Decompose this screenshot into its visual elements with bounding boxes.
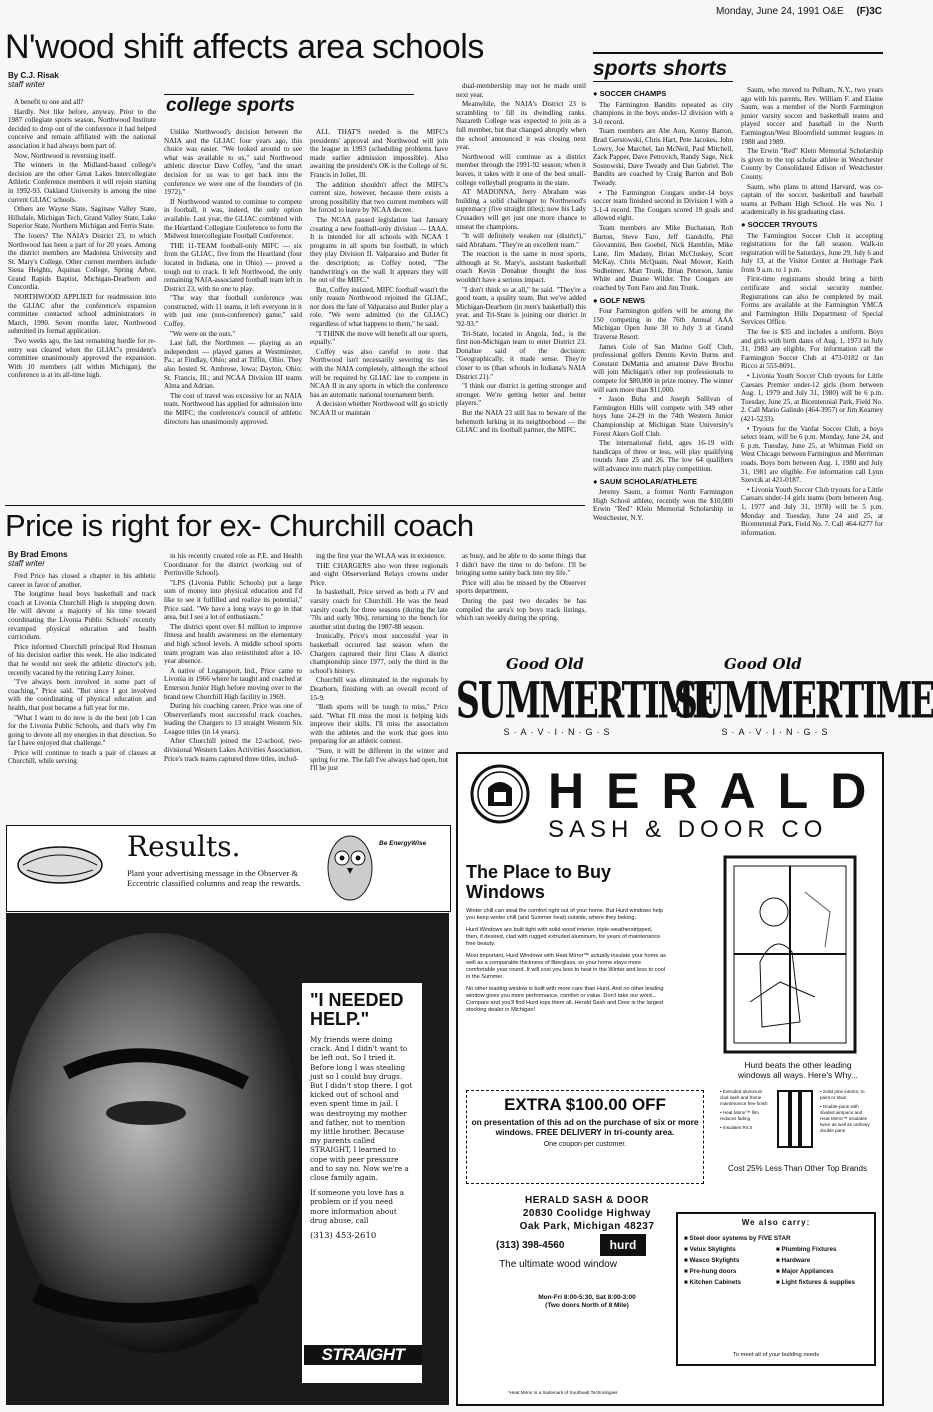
- window-section-icon: [770, 1089, 820, 1149]
- herald-sash-door-ad: [456, 752, 889, 1406]
- story1-paragraph: A decision whether Northwood will go strictly NCAA II or maintain: [310, 400, 449, 417]
- story2-paragraph: After Churchill joined the 12-school, two-divisional Western Lakes Activities Association, Price's track teams captured three titles, includ-: [164, 737, 302, 763]
- story1-paragraph: Last fall, the Northmen — playing as an independent — played games at Westminster, Pa.; at Findlay, Ohio; and at Tiffin, Ohio. They also hosted St. Ambrose, Iowa; Dayton, Ohio; St. Francis, Ill.; and NCAA Division III teams Alma and Adrian.: [164, 339, 302, 391]
- story1-paragraph: NORTHWOOD APPLIED for readmission into the GLIAC after the conference's expansion committee contacted school administrators in March, 1990. Seven months later, Northwood submitted its formal application.: [8, 293, 156, 336]
- summertime-main-left: SUMMERTIME: [456, 671, 716, 730]
- carry-row: [684, 1233, 868, 1244]
- features-left: [720, 1089, 770, 1134]
- summertime-sub-right: S·A·V·I·N·G·S: [721, 727, 832, 737]
- summertime-logo-left: [456, 655, 716, 747]
- story2-paragraph: THE CHARGERS also won three regionals and eight Observerland Relays crowns under Price.: [310, 561, 448, 587]
- college-sports-banner: [164, 94, 414, 117]
- story2-paragraph: The longtime head boys basketball and track coach at Livonia Churchill High is stepping down. He will devote a majority of his time toward coordinating the Livonia Public Schools' recently revamped physical education and health curriculum.: [8, 590, 156, 642]
- straight-logo: STRAIGHT: [304, 1345, 422, 1365]
- window-feature: • Solid pine interior, to paint or stain: [820, 1089, 865, 1100]
- story1-paragraph: Now, Northwood is reversing itself.: [14, 151, 116, 160]
- coupon-box: [466, 1090, 704, 1184]
- results-title: Results.: [127, 830, 241, 863]
- address-line-1: HERALD SASH & DOOR: [524, 1195, 649, 1206]
- story1-paragraph: THE 11-TEAM football-only MIFC — six from the GLIAC, five from the Heartland (four located in Indiana, one in Ohio) — proved a tough nut to crack. It left Northwood, the only remaining NAIA-associated football team left in District 23, with no one to play.: [164, 241, 302, 293]
- hours-line-1: Mon-Fri 8:00-5:30, Sat 8:00-3:00: [538, 1294, 636, 1301]
- shorts-paragraph: • Livonia Youth Soccer Club tryouts for Little Caesars Premier under-12 girls (born between Aug. 1, 1979 and July 31, 1980) will be 6 p.m. Tuesday, June 25, at Bicentennial Park, Field No. 2. Call Mario Galindo (464-3957) or Jim Kearney (421-5233).: [741, 372, 883, 423]
- carry-box: [676, 1212, 876, 1366]
- shorts-subhead: ● SOCCER TRYOUTS: [741, 219, 818, 229]
- story2-column-3: [310, 552, 448, 822]
- energywise-label: Be EnergyWise: [379, 840, 427, 847]
- story1-column-1: [8, 98, 156, 498]
- address-line-2: 20830 Coolidge Highway: [522, 1208, 652, 1219]
- window-feature: • Extruded aluminum clad sash and frame maintenance free finish: [720, 1089, 768, 1106]
- summertime-logo-right: [674, 655, 933, 747]
- story2-paragraph: During his coaching career, Price was one of Observerland's most successful track coaches, leading the Chargers to 13 straight Western Six League titles (in 14 years).: [164, 702, 302, 736]
- carry-row: [684, 1277, 868, 1288]
- carry-item: ■ Velux Skylights: [684, 1246, 736, 1253]
- herald-paragraph: Winter chill can steal the comfort right out of your home. But Hurd windows help you keep winter chill (and Summer heat) outside, where they belong.: [466, 908, 664, 921]
- carry-item: ■ Major Appliances: [776, 1268, 834, 1275]
- story2-column-2: [164, 552, 302, 822]
- carry-row: [684, 1244, 868, 1255]
- herald-sub: SASH & DOOR CO: [548, 816, 828, 843]
- herald-name: HERALD: [548, 763, 889, 819]
- story1-paragraph: Coffey was also careful to note that Northwood isn't necessarily severing its ties with the NAIA completely, although the school will be required by GLIAC law to compete in NCAA II in any sports in which the conference has an automatic national tournament berth.: [310, 347, 448, 399]
- story2-paragraph: During the past two decades he has compiled the area's top boys track listings, which ran weekly during the spring.: [456, 596, 586, 623]
- sports-shorts-header: [593, 52, 883, 82]
- herald-paragraph: No other leading window is built with more care than Hurd. And no other leading window gives you more performance, comfort or value. Don't take our word... Compare and you'll find Hurd tops them all. Herald Sash and Door is the largest stocking dealer in Michigan!: [466, 986, 664, 1013]
- carry-row: [684, 1266, 868, 1277]
- story1-paragraph: Hardly. Not like before, anyway. Prior to the 1987 collegiate sports season, Northwood Institute decided to drop out of the conference it had helped conceive and remain affiliated with the national association it had always been part of.: [8, 107, 156, 150]
- herald-beats: Hurd beats the other leading windows all ways. Here's Why...: [737, 1060, 859, 1080]
- shorts-paragraph: Saum, who plans to attend Harvard, was co-captain of the soccer, basketball and baseball teams at Pelham High School. He was No. 1 academically in his graduating class.: [741, 182, 883, 217]
- story2-column-1: [8, 572, 156, 822]
- seed-pod-icon: [15, 840, 105, 890]
- story2-paragraph: Price will also be missed by the Observer sports department.: [456, 578, 586, 596]
- window-feature: • Double-pane with divided airspace and Heat Mirror™ insulates twice as well as ordinary double pane: [820, 1104, 870, 1133]
- straight-body-2: If someone you love has a problem or if you need more information about drug abuse, call: [310, 1188, 405, 1225]
- story2-paragraph: "What I want to do now is do the best job I can for the Livonia Public Schools, and that's why I'm going to devote all my energies in that direction. So far I have enjoyed that challenge.": [8, 713, 156, 748]
- coupon-title: EXTRA $100.00 OFF: [504, 1095, 666, 1114]
- herald-address: [482, 1194, 692, 1233]
- carry-item: ■ Pre-hung doors: [684, 1268, 737, 1275]
- herald-paragraph: Most important, Hurd Windows with Heat Mirror™ actually insulate your home as well as a comparable thickness of fiberglass, so your home stays more comfortable year round. It will cost you less to heat in the Winter and less to cool in the Summer.: [466, 953, 666, 980]
- shorts-paragraph: Four Farmington golfers will be among the 150 competing in the 76th Annual AAA Michigan Open June 30 to July 3 at Grand Traverse Resort.: [593, 307, 733, 342]
- story1-column-3: [310, 128, 448, 498]
- shorts-paragraph: The fee is $35 and includes a uniform. Boys and girls with birth dates of Aug. 1, 1973 to July 31, 1983 are eligible. For information call the Farmington Soccer Club at 473-0182 or Jan Ricco at 553-8691.: [741, 328, 883, 371]
- shorts-paragraph: • The Farmington Cougars under-14 boys soccer team finished second in Division I with a 3-1-4 record. The Cougars scored 19 goals and allowed eight.: [593, 188, 733, 223]
- shorts-paragraph: • Livonia Youth Soccer Club tryouts for a Little Caesars under-14 girls teams (born between Aug. 1, 1977 and July 31, 1978) will be 5 p.m. Monday and Tuesday, June 24 and 25, at Bicentennial Park, Field No. 7. Call 464-6277 for information.: [741, 485, 883, 537]
- story1-paragraph: AT MADONNA, Jerry Abraham was building a solid challenger to Northwood's supremacy (five straight titles); now his Lady Crusaders will get just one more chance to unseat the champions.: [456, 188, 586, 231]
- coupon-body: on presentation of this ad on the purchase of six or more windows. FREE DELIVERY in tri-county area.: [471, 1117, 699, 1137]
- straight-headline: "I NEEDED HELP.": [310, 990, 404, 1029]
- story1-paragraph: The NCAA passed legislation last January creating a new football-only division — IAAA. It is intended for all schools with NCAA I programs in all sports but football, in which they play Division II. Valparaiso and Butler fit the description; as Coffey noted, "The handwriting's on the wall. It appears they will be out of the MIFC.": [310, 215, 448, 285]
- features-right: [820, 1089, 870, 1137]
- summertime-top-left: Good Old: [506, 655, 584, 673]
- shorts-paragraph: The Farmington Bandits repeated as city champions in the boys under-12 division with a 3-0 record.: [593, 100, 733, 126]
- shorts-subhead: ● SAUM SCHOLAR/ATHLETE: [593, 476, 697, 486]
- carry-item: ■ Wasco Skylights: [684, 1257, 740, 1264]
- shorts-subhead: ● SOCCER CHAMPS: [593, 89, 667, 98]
- herald-body: [466, 908, 666, 1019]
- folio-date: Monday, June 24, 1991 O&E: [715, 6, 844, 17]
- herald-emblem-icon: [470, 764, 530, 824]
- story1-paragraph: dual-membership may not be made until next year.: [456, 82, 586, 99]
- story1-paragraph: The addition shouldn't affect the MIFC's current size, however, because there exists a strong possibility that two current members will be forced to leave by NCAA decree.: [310, 180, 448, 215]
- story2-paragraph: Price will continue to teach a pair of classes at Churchill, while serving: [8, 748, 156, 766]
- story1-column-2: [164, 128, 302, 498]
- story1-paragraph: "The way that football conference was constructed, with 11 teams, it left everyone in it with just one (non-conference) game," said Coffey.: [164, 294, 302, 329]
- results-body: Plant your advertising message in the Observer & Eccentric classified columns and reap the rewards.: [127, 868, 301, 888]
- sports-shorts-rule: [593, 81, 733, 82]
- window-feature: • Insulates R4.0: [720, 1125, 753, 1130]
- sports-shorts-title: sports shorts: [593, 57, 728, 80]
- shorts-paragraph: Team members are Mike Buchanan, Rob Burton, Steve Faro, Jeff Gandolfo, Phil Giovannini, Ben Goebel, Nick Hamblin, Mike Lane, Jim Madany, Brian McCluskey, Scott McKay, Chris McQuain, Neal Mower, Keith Sudheimer, Matt Trunk, Brian Peterson, Jamie White and Duane Wilder. The Cougars are coached by Tom Faro and Jim Trunk.: [593, 223, 733, 293]
- section-divider: [5, 505, 585, 506]
- story2-paragraph: Price informed Churchill principal Rod Hosman of his decision earlier this week. He also indicated that he would not seek the athletic director's job, recently vacated by the retiring Larry Joiner.: [8, 642, 156, 677]
- carry-item: ■ Kitchen Cabinets: [684, 1279, 741, 1286]
- college-sports-label: college sports: [166, 95, 295, 116]
- shorts-subhead: ● GOLF NEWS: [593, 295, 646, 305]
- straight-panel: [302, 983, 422, 1383]
- story1-paragraph: Northwood will continue as a district member through the 1991-92 season; when it leaves, it takes with it one of the best small-college volleyball programs in the state.: [456, 152, 586, 187]
- carry-item: ■ Hardware: [776, 1257, 811, 1264]
- sports-shorts-column-2: [741, 86, 883, 646]
- hurd-logo: hurd: [600, 1234, 646, 1256]
- story2-paragraph: ing the first year the WLAA was in existence.: [316, 552, 446, 560]
- story1-paragraph: If Northwood wanted to continue to compete in football, it was, indeed, the only option available. Last year, the GLIAC combined with the Heartland Collegiate Conference to form the Midwest Intercollegiate Football Conference.: [164, 197, 302, 241]
- shorts-paragraph: Team members are Abe Aon, Kenny Barton, Brad Gerstowski, Chris Hart, Pete Jacokes, John Lowry, Joe Marchel, Ian McNeil, Paul Mitchell, Zack Papper, Dave Petrovich, Randy Sage, Nick Sosnowski, Dave Tweady and Dan Gabriel. The Bandits are coached by Craig Barton and Bob Tweady.: [593, 127, 733, 187]
- story2-paragraph: "Sure, it will be different in the winter and spring for me. The fall I've always had open, but I'll be just: [310, 747, 448, 773]
- headline-northwood: N'wood shift affects area schools: [5, 28, 484, 66]
- address-line-3: Oak Park, Michigan 48237: [519, 1221, 655, 1232]
- story2-paragraph: The district spent over $1 million to improve fitness and health awareness on the elementary and high school levels. A middle school sports team program was also reinstituted after a 10-year absence.: [164, 622, 302, 666]
- shorts-paragraph: James Cole of San Marino Golf Club, professional golfers Dennis Kevin Burns and Constant DeMattia and amateur Dave Brochu will join Michigan's other top professionals to compete for $80,000 in prize money. The winner will earn more than $11,000.: [593, 342, 733, 394]
- story1-paragraph: Others are Wayne State, Saginaw Valley State, Hillsdale, Michigan Tech, Grand Valley State, Lake Superior State, Northern Michigan and Ferris State.: [8, 205, 156, 231]
- shorts-paragraph: First-time registrants should bring a birth certificate and social security number. Registrations can also be completed by mail. Forms are available at the Farmington YMCA and Farmington Hills Department of Special Services Office.: [741, 275, 883, 327]
- byline-role: staff writer: [8, 79, 45, 89]
- shorts-paragraph: The Farmington Soccer Club is accepting registrations for the fall season. Walk-in registration will be Saturdays, June 29, July 6 and July 13, at the Visitor Center at Heritage Park from 9 a.m. to 1 p.m.: [741, 231, 883, 274]
- story2-paragraph: Churchill was eliminated in the regionals by Dearborn, finishing with an overall record of 15-9.: [310, 676, 448, 702]
- story2-paragraph: "I've always been involved in some part of coaching," Price said. "But since I got involved with the coordinating of physical education and health, that post became a full year for me.: [8, 678, 156, 712]
- straight-phone: (313) 453-2610: [310, 1231, 377, 1242]
- straight-ad: [6, 913, 449, 1405]
- byline2-name: By Brad Emons: [8, 550, 68, 559]
- herald-paragraph: Hurd Windows are built tight with solid wood interior, triple-weatherstripped, then, if desired, clad with rugged extruded aluminum, for years of maintenance free beauty.: [466, 927, 661, 947]
- story2-paragraph: "LPS (Livonia Public Schools) put a large sum of money into physical education and I'd like to see it fulfilled and realize its potential," Price said. "We have a long ways to go in that area, but I see a lot of enthusiasm.": [164, 578, 302, 622]
- sports-shorts-column-1: [593, 86, 733, 616]
- story1-paragraph: Two weeks ago, the last remaining hurdle for re-entry was cleared when the GLIAC's president's committee unanimously approved the expansion. With 10 members (all within Michigan), the conference is at its all-time high.: [8, 337, 156, 380]
- headline-price: Price is right for ex- Churchill coach: [5, 508, 474, 543]
- carry-item: ■ Steel door systems by FIVE STAR: [684, 1235, 791, 1242]
- herald-footnote: *Heat Mirror is a trademark of Southwall Technologies: [508, 1390, 618, 1395]
- herald-phone: (313) 398-4560: [496, 1240, 565, 1251]
- shorts-paragraph: Saum, who moved to Pelham, N.Y., two years ago with his parents, Rev. William F. and Elaine Saum, was a member of the North Farmington junior varsity soccer and basketball teams and played soccer and baseball in the North Farmington/West Bloomfield summer leagues in 1988 and 1989.: [741, 86, 883, 146]
- story1-paragraph: The reaction is the same in most sports, although at St. Mary's, assistant basketball coach Kevin Donahue thought the loss wouldn't have a serious impact.: [456, 250, 586, 285]
- byline-emons: [8, 551, 68, 569]
- story1-paragraph: The losers? The NAIA's District 23, to which Northwood has been a part of for 20 years. Among the district members are Madonna University and St. Mary's College. Other current members include Siena Heights, Aquinas College, Spring Arbor, Grand Rapids Baptist, Michigan-Dearborn and Concordia.: [8, 231, 156, 292]
- hours-line-2: (Two doors North of 8 Mile): [545, 1302, 629, 1309]
- herald-hours: [482, 1294, 692, 1310]
- story2-paragraph: in his recently created role as P.E. and Health Coordinator for the district (working out of Perrinville School).: [164, 552, 302, 578]
- window-illustration: [720, 852, 860, 1057]
- story1-paragraph: The winners in the Midland-based college's decision are the other Great Lakes Intercollegiate Athletic Conference members it will rejoin starting in 1992-93. Oakland University is among the nine current GLIAC schools.: [8, 161, 156, 204]
- shorts-paragraph: The international field, ages 16-19 with handicaps of three or less, will play qualifying rounds June 25 and 26. The low 64 qualifiers will advance into match play competition.: [593, 439, 733, 473]
- story2-paragraph: A native of Logansport, Ind., Price came to Livonia in 1966 where he taught and coached at Emerson Junior High before moving over to the brand new Churchill High facility in 1969.: [164, 666, 302, 701]
- story1-paragraph: But, Coffey insisted, MIFC football wasn't the only reason Northwood rejoined the GLIAC, nor does the fate of Valparaiso and Butler play a role. "We were admitted (to the GLIAC) regardless of what happens to them," he said.: [310, 285, 448, 329]
- results-ad: [6, 825, 451, 912]
- story1-column-4: [456, 82, 586, 498]
- window-cutaway: [720, 1089, 870, 1159]
- carry-item: ■ Plumbing Fixtures: [776, 1246, 837, 1253]
- page-folio: [600, 6, 882, 17]
- folio-page: (F)3C: [856, 6, 882, 17]
- story2-paragraph: Fred Price has closed a chapter in his athletic career in favor of another.: [8, 572, 156, 589]
- carry-list: [678, 1233, 874, 1288]
- story1-paragraph: "I don't think so at all," he said. "They're a good team, a quality team. But we've added Michigan-Dearborn (in men's basketball) this year, and Tri-State is joining our district in '92-93.": [456, 285, 586, 329]
- story2-paragraph: In basketball, Price served as both a JV and varsity coach for Churchill. He was the head varsity coach for three seasons (during the late '70s and early '80s), returning to the bench for another stint during the 1987-88 season.: [310, 588, 448, 631]
- story1-paragraph: Tri-State, located in Angola, Ind., is the first non-Michigan team to enter District 23. Donahue said of the decision: "Geographically, it made sense. They're closer to us (than schools in Indiana's NAIA District 21).": [456, 329, 586, 381]
- story1-paragraph: The cost of travel was excessive for an NAIA team. Northwood has applied for admission into the MIFC; the conference's council of athletic directors has unanimously approved.: [164, 391, 302, 426]
- story1-paragraph: "I THINK the move will benefit all our sports, equally.": [310, 329, 448, 347]
- story1-paragraph: A benefit to one and all?: [14, 98, 84, 106]
- shorts-paragraph: The Erwin "Red" Klein Memorial Scholarship is given to the top scholar athlete in Westchester County by Consolidated Edison of Westchester County.: [741, 147, 883, 181]
- carry-title: We also carry:: [741, 1218, 811, 1227]
- carry-item: ■ Light fixtures & supplies: [776, 1279, 856, 1286]
- carry-row: [684, 1255, 868, 1266]
- window-feature: • Heat Mirror™ film reduces fading: [720, 1110, 759, 1121]
- story1-paragraph: But the NAIA 23 still has to beware of the behemoth lurking in its neighborhood — the GLIAC and its football partner, the MIFC.: [456, 408, 586, 435]
- shorts-paragraph: Jeremy Saum, a former North Farmington High School athlete, recently won the $10,000 Erwin "Red" Klein Memorial Scholarship in Westchester, N.Y.: [593, 488, 733, 522]
- byline-name: By C.J. Risak: [8, 71, 59, 80]
- story2-paragraph: "Both sports will be tough to miss," Price said. "What I'll miss the most is helping kids improve their skills. I'll miss the association with the athletes and the work that goes into preparing for an athletic contest.: [310, 703, 448, 746]
- shorts-paragraph: • Jason Buha and Joseph Sullivan of Farmington Hills will compete with 349 other boys June 24-29 in the 74th Western Junior Championship at Michigan State University's Forest Akers Golf Club.: [593, 395, 733, 438]
- story1-paragraph: Unlike Northwood's decision between the NAIA and the GLIAC four years ago, this choice was easier. "We looked around to see what was available to us," said Northwood athletic director Dave Coffey, "and the smart decision for us was to get back into the conference we were one of the founders of (in 1972).": [164, 128, 302, 197]
- summertime-sub-left: S·A·V·I·N·G·S: [503, 727, 614, 737]
- energy-owl-icon: [325, 830, 375, 904]
- straight-body: My friends were doing crack. And I didn't want to be left out. So I tried it. Before long I was stealing just so I could buy drugs. But I didn't stop there. I got kicked out of school and even spent time in jail. I was destroying my mother and father, not to mention my little brother. Because my parents called STRAIGHT, I learned to cope with peer pressure and to say no. Now we're a close family again.: [310, 1035, 413, 1183]
- byline2-role: staff writer: [8, 558, 45, 568]
- story2-paragraph: Ironically, Price's most successful year in basketball occurred last season when the Chargers captured their first Class A district championship since 1977, only the third in the school's history.: [310, 632, 448, 675]
- byline-risak: [8, 72, 59, 90]
- herald-headline: The Place to Buy Windows: [466, 862, 612, 902]
- summertime-top-right: Good Old: [724, 655, 802, 673]
- story2-column-4: [456, 552, 586, 672]
- story1-paragraph: ALL THAT'S needed is the MIFC's presidents' approval and Northwood will join the league in 1993 (scheduling problems have made earlier admission impossible). Also awaiting the president's OK is the College of St. Francis in Joliet, Ill.: [310, 128, 448, 179]
- story1-paragraph: Meanwhile, the NAIA's District 23 is scrambling to fill its dwindling ranks. Nazareth College was expected to join as a full member, but that changed abruptly when the school announced it was closing next year.: [456, 100, 586, 152]
- shorts-paragraph: • Tryouts for the Vardar Soccer Club, a boys select team, will be 6 p.m. Monday, June 24, and 6 p.m. Tuesday, June 25, at Whitman Field on West Chicago between Farmington and Merriman roads. Boys born between Aug. 1, 1980 and July 31, 1981 are eligible. For information call Lynn Szevcik at 421-0187.: [741, 424, 883, 485]
- ultimate-tagline: The ultimate wood window: [499, 1259, 617, 1270]
- story1-paragraph: "We were on the outs.": [170, 329, 236, 338]
- story1-paragraph: "I think our district is getting stronger and stronger. We're getting better and better players.": [456, 382, 586, 408]
- story1-paragraph: "It will definitely weaken our (district)," said Abraham. "They're an excellent team.": [456, 232, 586, 249]
- summertime-banner: [456, 655, 933, 750]
- coupon-note: One coupon per customer.: [543, 1141, 627, 1148]
- carry-foot: To meet all of your building needs: [732, 1352, 820, 1358]
- story2-paragraph: as busy, and be able to do some things that I didn't have the time to do before. I'll be bringing some sanity back into my life.": [456, 552, 586, 578]
- herald-cost: Cost 25% Less Than Other Top Brands: [728, 1164, 867, 1173]
- summertime-main-right: SUMMERTIME: [674, 671, 933, 730]
